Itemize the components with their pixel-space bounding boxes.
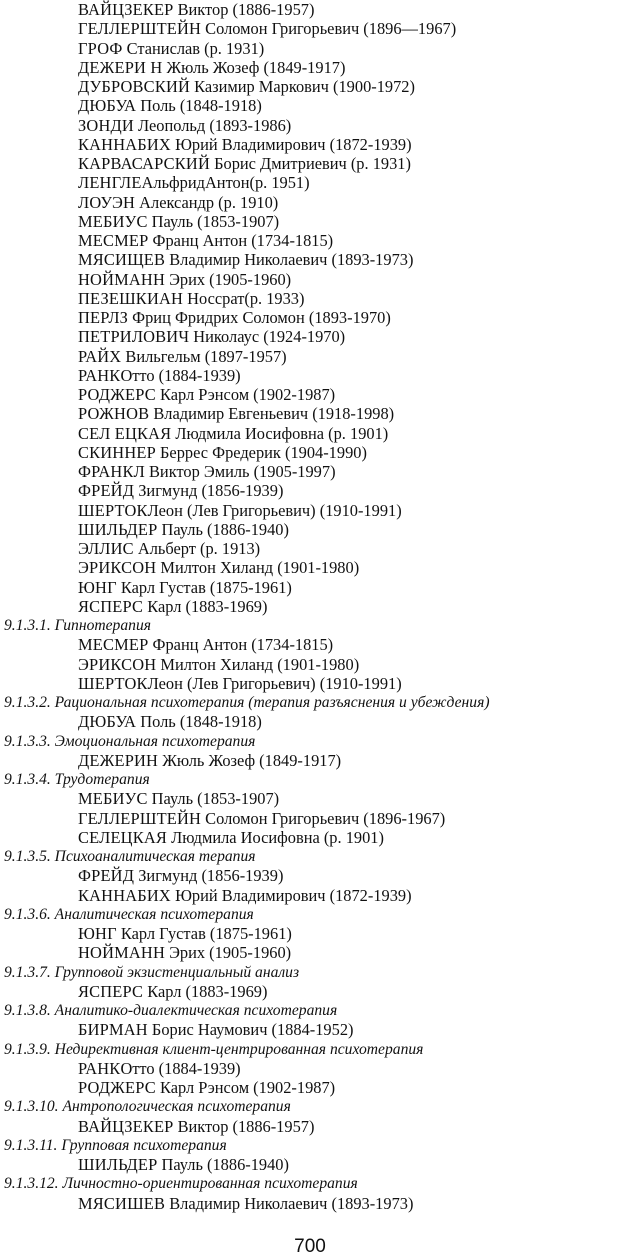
list-item — [0, 501, 620, 520]
surname: РОДЖЕРС — [78, 1078, 156, 1097]
list-item — [0, 712, 620, 731]
list-item — [0, 520, 620, 539]
list-item — [0, 1155, 620, 1174]
list-item — [0, 1020, 620, 1039]
person-details: Борис Дмитриевич (р. 1931) — [210, 154, 411, 173]
person-details: Беррес Фредерик (1904-1990) — [155, 442, 367, 462]
list-item — [0, 96, 620, 115]
list-item — [0, 347, 620, 366]
surname: КАРВАСАРСКИЙ — [78, 154, 211, 173]
section-heading: 9.1.3.6. Аналитическая психотерапия — [4, 905, 254, 923]
list-item — [0, 250, 620, 269]
list-item — [0, 193, 620, 212]
surname: ЮНГ — [78, 577, 117, 597]
surname: ДЕЖЕРИ Н — [78, 57, 163, 77]
surname: ДЮБУА — [78, 712, 137, 732]
list-item — [0, 443, 620, 462]
surname: МЕБИУС — [78, 789, 148, 809]
list-item — [0, 1117, 620, 1136]
surname: РАНК — [78, 1058, 121, 1078]
list-item — [0, 424, 620, 443]
person-details: Соломон Григорьевич (1896—1967) — [201, 19, 457, 39]
surname: МЯСИШЕВ — [78, 1193, 166, 1213]
list-item — [0, 462, 620, 481]
surname: ФРАНКЛ — [78, 462, 145, 481]
person-details: Альберт (р. 1913) — [133, 539, 261, 558]
surname: ЯСПЕРС — [78, 596, 144, 616]
surname: НОЙМАНН — [78, 269, 165, 289]
list-item — [0, 982, 620, 1001]
surname: ЮНГ — [78, 924, 117, 943]
surname: ПЕРЛЗ — [78, 308, 129, 327]
person-details: Отто (1884-1939) — [120, 365, 241, 385]
person-details: Казимир Маркович (1900-1972) — [190, 77, 415, 96]
person-details: Виктор (1886-1957) — [173, 1116, 315, 1136]
list-item — [0, 674, 620, 693]
surname: РОДЖЕРС — [78, 385, 156, 404]
person-details: Юрий Владимирович (1872-1939) — [170, 134, 412, 154]
surname: ВАЙЦЗЕКЕР — [78, 0, 174, 19]
list-item — [0, 404, 620, 423]
list-item — [0, 578, 620, 597]
list-item — [0, 289, 620, 308]
person-details: Отто (1884-1939) — [120, 1058, 241, 1078]
page-number: 700 — [294, 1236, 326, 1257]
person-details: Леон (Лев Григорьевич) (1910-1991) — [147, 500, 402, 520]
surname: БИРМАН — [78, 1020, 148, 1040]
surname: ЯСПЕРС — [78, 981, 144, 1001]
surname: КАННАБИХ — [78, 885, 171, 905]
list-item — [0, 655, 620, 674]
list-item — [0, 751, 620, 770]
person-details: Пауль (1886-1940) — [157, 519, 289, 539]
person-details: Людмила Иосифовна (р. 1901) — [167, 827, 384, 847]
section-heading: 9.1.3.11. Групповая психотерапия — [4, 1136, 227, 1154]
list-item — [0, 116, 620, 135]
list-item — [0, 828, 620, 847]
surname: ГЕЛЛЕРШТЕЙН — [78, 808, 202, 828]
surname: МЕСМЕР — [78, 231, 149, 250]
list-item — [0, 558, 620, 577]
surname: МЯСИЩЕВ — [78, 250, 166, 270]
list-item — [0, 1078, 620, 1097]
list-item — [0, 789, 620, 808]
surname: ПЕЗЕШКИАН — [78, 288, 184, 308]
person-details: Жюль Жозеф (1849-1917) — [158, 750, 342, 770]
surname: ЭРИКСОН — [78, 654, 157, 674]
surname: ЭРИКСОН — [78, 558, 157, 578]
person-details: Владимир Николаевич (1893-1973) — [165, 1193, 414, 1213]
person-details: Милтон Хиланд (1901-1980) — [156, 558, 360, 578]
list-item — [0, 270, 620, 289]
surname: ШИЛЬДЕР — [78, 519, 158, 539]
section-heading: 9.1.3.2. Рациональная психотерапия (терапия разъяснения и убеждения) — [4, 694, 490, 711]
person-details: Леон (Лев Григорьевич) (1910-1991) — [147, 673, 402, 693]
list-item — [0, 366, 620, 385]
list-item — [0, 58, 620, 77]
person-details: Владимир Евгеньевич (1918-1998) — [149, 404, 395, 424]
list-item — [0, 809, 620, 828]
person-details: Эрих (1905-1960) — [165, 943, 292, 963]
list-item — [0, 173, 620, 192]
surname: ДЮБУА — [78, 96, 137, 116]
list-item — [0, 597, 620, 616]
person-details: Леопольд (1893-1986) — [133, 115, 292, 135]
surname: НОЙМАНН — [78, 943, 165, 963]
person-details: Владимир Николаевич (1893-1973) — [165, 250, 414, 270]
surname: ДЕЖЕРИН — [78, 750, 159, 770]
section-heading: 9.1.3.8. Аналитико-диалектическая психотерапия — [4, 1002, 338, 1019]
surname: СЕЛЕЦКАЯ — [78, 827, 167, 847]
person-details: Николаус (1924-1970) — [189, 327, 346, 347]
person-details: Носсрат(р. 1933) — [183, 288, 305, 308]
person-details: Фриц Фридрих Соломон (1893-1970) — [128, 308, 391, 327]
surname: ФРЕЙД — [78, 481, 135, 501]
surname: ЭЛЛИС — [78, 539, 134, 558]
surname: ДУБРОВСКИЙ — [78, 77, 191, 96]
person-details: Вильгельм (1897-1957) — [121, 346, 287, 366]
surname: МЕБИУС — [78, 211, 148, 231]
person-details: Поль (1848-1918) — [136, 712, 262, 732]
list-item — [0, 39, 620, 58]
list-item — [0, 1194, 620, 1213]
person-details: Зигмунд (1856-1939) — [134, 866, 284, 886]
list-item — [0, 327, 620, 346]
list-item — [0, 154, 620, 173]
surname: ЛЕНГЛЕ — [78, 173, 142, 193]
person-details: Карл (1883-1969) — [143, 596, 268, 616]
list-item — [0, 231, 620, 250]
person-details: Милтон Хиланд (1901-1980) — [156, 654, 360, 674]
surname: СКИННЕР — [78, 442, 156, 462]
surname: СЕЛ ЕЦКАЯ — [78, 423, 172, 443]
person-details: Зигмунд (1856-1939) — [134, 481, 284, 501]
list-item — [0, 635, 620, 654]
person-details: Александр (р. 1910) — [135, 192, 279, 212]
list-item — [0, 866, 620, 885]
section-heading: 9.1.3.5. Психоаналитическая терапия — [4, 848, 256, 865]
person-details: Франц Антон (1734-1815) — [148, 635, 334, 655]
list-item — [0, 77, 620, 96]
surname: ЛОУЭН — [78, 192, 136, 212]
person-details: Юрий Владимирович (1872-1939) — [170, 885, 412, 905]
person-details: Людмила Иосифовна (р. 1901) — [171, 423, 389, 443]
list-item — [0, 481, 620, 500]
surname: МЕСМЕР — [78, 635, 149, 655]
person-details: Поль (1848-1918) — [136, 96, 262, 116]
person-details: Пауль (1853-1907) — [147, 211, 280, 231]
person-details: Карл Густав (1875-1961) — [116, 577, 292, 597]
person-details: АльфридАнтон(р. 1951) — [141, 173, 310, 193]
surname: ПЕТРИЛОВИЧ — [78, 327, 190, 347]
list-item — [0, 212, 620, 231]
person-details: Пауль (1886-1940) — [157, 1155, 289, 1174]
person-details: Жюль Жозеф (1849-1917) — [162, 57, 346, 77]
person-details: Франц Антон (1734-1815) — [148, 231, 334, 250]
list-item — [0, 1059, 620, 1078]
surname: ВАЙЦЗЕКЕР — [78, 1116, 174, 1136]
person-details: Виктор Эмиль (1905-1997) — [144, 462, 336, 481]
surname: ШЕРТОК — [78, 673, 148, 693]
section-heading: 9.1.3.10. Антропологическая психотерапия — [4, 1098, 291, 1116]
person-details: Станислав (р. 1931) — [122, 38, 265, 58]
surname: ГЕЛЛЕРШТЕЙН — [78, 19, 202, 39]
section-heading: 9.1.3.4. Трудотерапия — [4, 771, 150, 788]
section-heading: 9.1.3.12. Личностно-ориентированная психотерапия — [4, 1175, 358, 1193]
person-details: Борис Наумович (1884-1952) — [147, 1020, 354, 1040]
person-details: Карл Густав (1875-1961) — [116, 924, 292, 943]
surname: ГРОФ — [78, 38, 123, 58]
surname: КАННАБИХ — [78, 134, 171, 154]
surname: ЗОНДИ — [78, 115, 134, 135]
person-details: Карл Рэнсом (1902-1987) — [155, 385, 336, 404]
surname: РАЙХ — [78, 346, 122, 366]
person-details: Соломон Григорьевич (1896-1967) — [201, 808, 446, 828]
section-heading: 9.1.3.1. Гипнотерапия — [4, 617, 151, 634]
list-item — [0, 539, 620, 558]
list-item — [0, 19, 620, 38]
list-item — [0, 0, 620, 19]
section-heading: 9.1.3.3. Эмоциональная психотерапия — [4, 732, 256, 750]
section-heading: 9.1.3.7. Групповой экзистенциальный анализ — [4, 963, 300, 981]
surname: РАНК — [78, 365, 121, 385]
person-details: Пауль (1853-1907) — [147, 789, 280, 809]
person-details: Виктор (1886-1957) — [173, 0, 315, 19]
surname: ШЕРТОК — [78, 500, 148, 520]
surname: РОЖНОВ — [78, 404, 150, 424]
person-details: Эрих (1905-1960) — [165, 269, 292, 289]
surname: ШИЛЬДЕР — [78, 1155, 158, 1174]
section-heading: 9.1.3.9. Недирективная клиент-центрированная психотерапия — [4, 1040, 424, 1058]
list-item — [0, 886, 620, 905]
list-item — [0, 943, 620, 962]
list-item — [0, 924, 620, 943]
list-item — [0, 308, 620, 327]
list-item — [0, 385, 620, 404]
list-item — [0, 135, 620, 154]
person-details: Карл Рэнсом (1902-1987) — [155, 1078, 336, 1097]
person-details: Карл (1883-1969) — [143, 981, 268, 1001]
surname: ФРЕЙД — [78, 866, 135, 886]
